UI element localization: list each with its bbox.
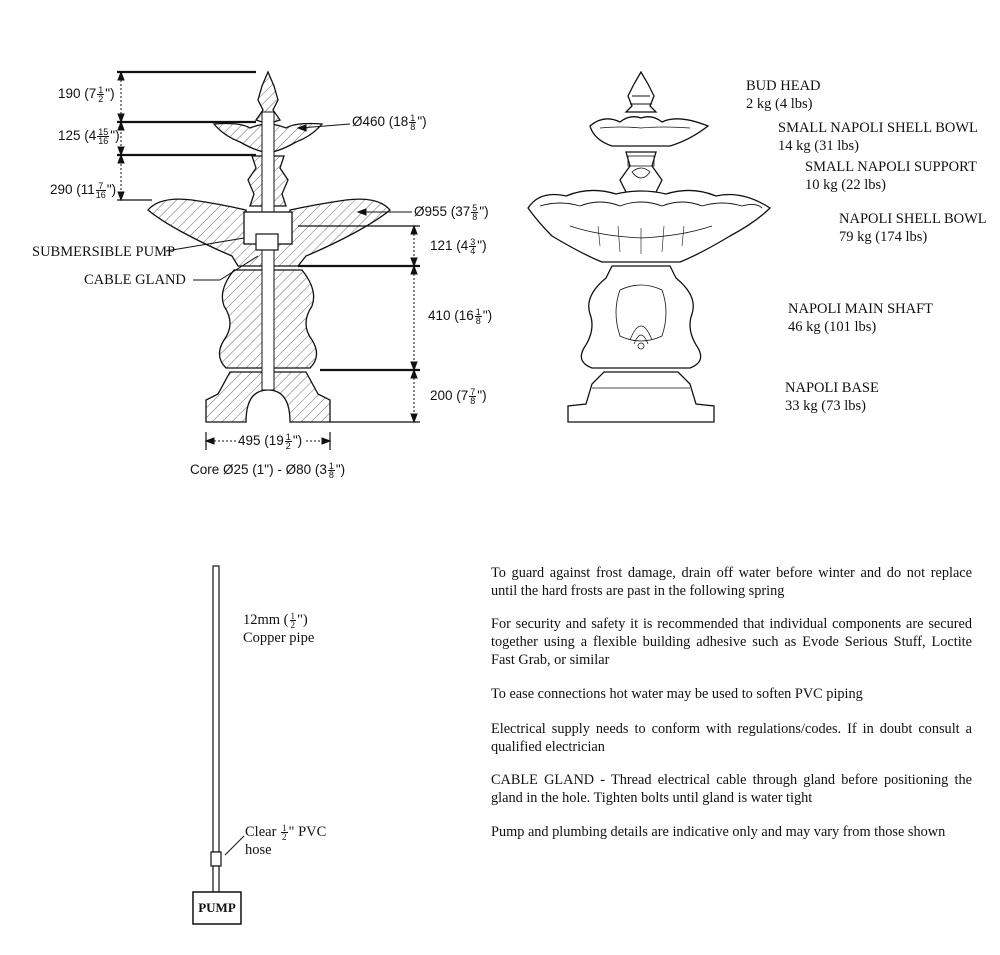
elevation-bud-head <box>626 72 656 112</box>
component-weight: 2 kg (4 lbs) <box>746 96 813 112</box>
core-pipe <box>262 112 274 390</box>
elevation-main-shaft <box>581 266 700 368</box>
dim-small-bowl: 125 (4 $\frac{15}{16}$ ") <box>58 127 120 146</box>
component-small-support <box>805 158 977 194</box>
component-name: SMALL NAPOLI SUPPORT <box>805 159 977 175</box>
component-name: NAPOLI SHELL BOWL <box>839 211 987 227</box>
pvc-hose-connector <box>211 852 221 866</box>
component-name: SMALL NAPOLI SHELL BOWL <box>778 120 978 136</box>
dim-bud-head: 190 (7 $\frac{1}{2}$ ") <box>58 85 115 104</box>
elevation-small-bowl <box>590 117 708 146</box>
note-frost: To guard against frost damage, drain off water before winter and do not replace until the hard frosts are past in the following spring <box>491 565 972 599</box>
note-cable-gland: CABLE GLAND - Thread electrical cable through gland before positioning the gland in the hole. Tighten bolts until gland is water tight <box>491 772 972 806</box>
dim-core: Core Ø25 (1") - Ø80 (3 $\frac{1}{8}$ ") <box>190 461 346 480</box>
elevation-main-bowl <box>528 190 770 262</box>
component-name: BUD HEAD <box>746 78 821 94</box>
component-weight: 10 kg (22 lbs) <box>805 177 886 193</box>
pipe-label: 12mm ( $\frac{1}{2}$ ") Copper pipe <box>243 611 315 647</box>
elevation-small-support <box>620 152 662 192</box>
component-base <box>785 379 879 415</box>
component-shell-bowl <box>839 210 987 246</box>
plumbing-diagram <box>193 566 244 924</box>
component-bud-head <box>746 77 821 113</box>
component-weight: 33 kg (73 lbs) <box>785 398 866 414</box>
note-electrical: Electrical supply needs to conform with regulations/codes. If in doubt consult a qualified electrician <box>491 721 972 755</box>
pvc-hose <box>213 866 219 892</box>
hose-label: Clear $\frac{1}{2}$ " PVC hose <box>245 823 327 859</box>
component-name: NAPOLI MAIN SHAFT <box>788 301 934 317</box>
component-weight: 46 kg (101 lbs) <box>788 319 877 335</box>
elevation-drawing <box>528 72 770 422</box>
component-weight: 14 kg (31 lbs) <box>778 138 859 154</box>
component-main-shaft <box>788 300 933 336</box>
pump-body <box>256 234 278 250</box>
component-small-shell-bowl <box>778 119 978 155</box>
dim-base-width: 495 (19 $\frac{1}{2}$ ") <box>238 432 303 451</box>
dim-support: 290 (11 $\frac{7}{16}$ ") <box>50 181 117 200</box>
dim-bowl-diameter: Ø955 (37 $\frac{5}{8}$ ") <box>414 203 489 222</box>
dim-base-height: 200 (7 $\frac{7}{8}$ ") <box>430 387 487 406</box>
note-hot-water: To ease connections hot water may be used to soften PVC piping <box>491 686 863 702</box>
component-name: NAPOLI BASE <box>785 380 879 396</box>
pump-label: PUMP <box>198 900 236 915</box>
callout-cable-gland: CABLE GLAND <box>84 272 186 288</box>
callout-submersible-pump: SUBMERSIBLE PUMP <box>32 244 176 260</box>
dim-small-bowl-diameter: Ø460 (18 $\frac{1}{8}$ ") <box>352 113 427 132</box>
dim-shaft-height: 410 (16 $\frac{1}{8}$ ") <box>428 307 493 326</box>
note-adhesive: For security and safety it is recommended that individual components are secured together using a flexible building adhesive such as Evode Serious Stuff, Loctite Fast Grab, or similar <box>491 616 972 668</box>
dim-bowl-height: 121 (4 $\frac{3}{4}$ ") <box>430 237 487 256</box>
component-weight: 79 kg (174 lbs) <box>839 229 928 245</box>
note-indicative: Pump and plumbing details are indicative only and may vary from those shown <box>491 824 946 840</box>
copper-pipe <box>213 566 219 852</box>
elevation-base <box>568 372 714 422</box>
